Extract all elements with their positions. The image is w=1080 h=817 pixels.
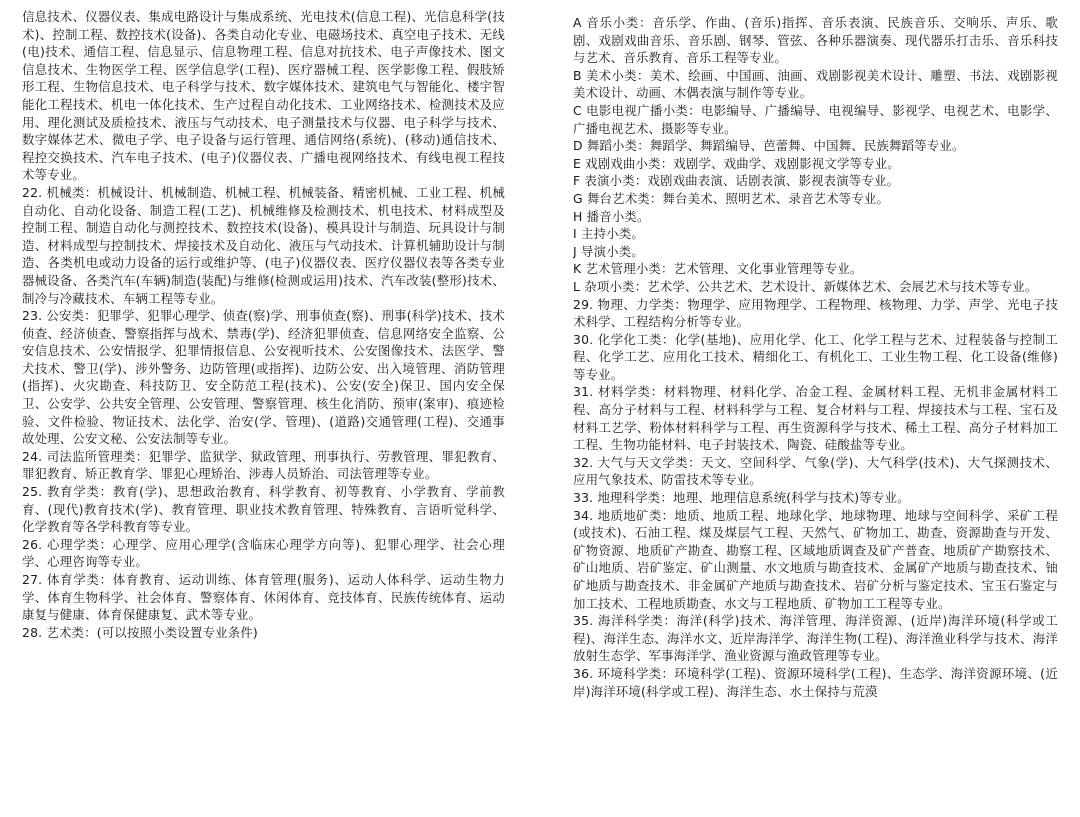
paragraph-l-miscellaneous: L 杂项小类：艺术学、公共艺术、艺术设计、新媒体艺术、会展艺术与技术等专业。: [573, 278, 1038, 294]
paragraph-28-arts: 28. 艺术类：(可以按照小类设置专业条件): [22, 624, 258, 640]
paragraph-36-environment: 36. 环境科学类：环境科学(工程)、资源环境科学(工程)、生态学、海洋资源环境、(近岸)海洋环境(科学或工程)、海洋生态、水土保持与荒漠: [573, 665, 1058, 699]
paragraph-e-drama: E 戏剧戏曲小类：戏剧学、戏曲学、戏剧影视文学等专业。: [573, 155, 900, 171]
paragraph-d-dance: D 舞蹈小类：舞蹈学、舞蹈编导、芭蕾舞、中国舞、民族舞蹈等专业。: [573, 138, 965, 154]
paragraph-30-chemistry: 30. 化学化工类：化学(基地)、应用化学、化工、化学工程与艺术、过程装备与控制工程、化学工艺、应用化工技术、精细化工、有机化工、工业生物工程、化工设备(维修)等专业。: [573, 331, 1058, 382]
paragraph-27-sports: 27. 体育学类：体育教育、运动训练、体育管理(服务)、运动人体科学、运动生物力学、体育生物科学、社会体育、警察体育、休闲体育、竞技体育、民族传统体育、运动康复与健康、体育保健康复、武术等专业。: [22, 572, 505, 623]
paragraph-23-public-security: 23. 公安类：犯罪学、犯罪心理学、侦查(察)学、刑事侦查(察)、刑事(科学)技术、技术侦查、经济侦查、警察指挥与战术、禁毒(学)、经济犯罪侦查、信息网络安全监察、公安信息技术、公安情报学、犯罪情报信息、公安视听技术、公安图像技术、法医学、警犬技术、警卫(学)、涉外警务、边防管理(或指挥)、边防公安、出入境管理、消防管理(指挥)、火灾勘查、科技防卫、安全防范工程(技术)、公安(安全)保卫、国内安全保卫、公安学、公共安全管理、公安管理、警察管理、核生化消防、预审(案审)、痕迹检验、文件检验、物证技术、法化学、治安(学、管理)、(道路)交通管理(工程)、交通事故处理、公安文秘、公安法制等专业。: [22, 308, 505, 447]
paragraph-g-stage-art: G 舞台艺术类：舞台美术、照明艺术、录音艺术等专业。: [573, 190, 890, 206]
paragraph-31-materials: 31. 材料学类：材料物理、材料化学、冶金工程、金属材料工程、无机非金属材料工程、高分子材料与工程、材料科学与工程、复合材料与工程、焊接技术与工程、宝石及材料工艺学、粉体材料科学与工程、再生资源科学与技术、稀土工程、高分子材料加工工程、生物功能材料、电子封装技术、陶瓷、硅酸盐等专业。: [573, 384, 1058, 453]
paragraph-24-judicial: 24. 司法监所管理类：犯罪学、监狱学、狱政管理、刑事执行、劳教管理、罪犯教育、罪犯教育、矫正教育学、罪犯心理矫治、涉毒人员矫治、司法管理等专业。: [22, 448, 505, 482]
paragraph-k-art-management: K 艺术管理小类：艺术管理、文化事业管理等专业。: [573, 261, 863, 277]
right-column: [573, 8, 1058, 817]
paragraph-h-broadcasting: H 播音小类。: [573, 208, 650, 224]
paragraph-34-geology-mining: 34. 地质地矿类：地质、地质工程、地球化学、地球物理、地球与空间科学、采矿工程(或技术)、石油工程、煤及煤层气工程、天然气、矿物加工、勘查、资源勘查与开发、矿物资源、地质矿产勘查、勘察工程、区域地质调查及矿产普查、地质矿产勘察技术、矿山地质、岩矿鉴定、矿山测量、水文地质与勘查技术、金属矿产地质与勘查技术、铀矿地质与勘查技术、非金属矿产地质与勘查技术、岩矿分析与鉴定技术、宝玉石鉴定与加工技术、工程地质勘查、水文与工程地质、矿物加工工程等专业。: [573, 507, 1058, 611]
paragraph-33-geography: 33. 地理科学类：地理、地理信息系统(科学与技术)等专业。: [573, 490, 910, 506]
paragraph-25-education: 25. 教育学类：教育(学)、思想政治教育、科学教育、初等教育、小学教育、学前教育、(现代)教育技术(学)、教育管理、职业技术教育管理、特殊教育、言语听觉科学、化学教育等各学科教育等专业。: [22, 484, 505, 535]
paragraph-32-atmosphere-astronomy: 32. 大气与天文学类：天文、空间科学、气象(学)、大气科学(技术)、大气探测技术、应用气象技术、防雷技术等专业。: [573, 454, 1058, 488]
paragraph-i-hosting: I 主持小类。: [573, 226, 644, 242]
paragraph-22-machinery: 22. 机械类：机械设计、机械制造、机械工程、机械装备、精密机械、工业工程、机械自动化、自动化设备、制造工程(工艺)、机械维修及检测技术、机电技术、材料成型及控制工程、制造自动化与测控技术、数控技术(设备)、模具设计与制造、玩具设计与制造、材料成型与控制技术、焊接技术及自动化、液压与气动技术、计算机辅助设计与制造、各类机电或动力设备的运行或维护等、(电子)仪器仪表、医疗仪器仪表等各类专业器械设备、各类汽车(车辆)制造(装配)与维修(检测或运用)技术、汽车改装(整形)技术、制冷与冷藏技术、车辆工程等专业。: [22, 184, 505, 306]
paragraph-c-film-tv: C 电影电视广播小类：电影编导、广播编导、电视编导、影视学、电视艺术、电影学、广播电视艺术、摄影等专业。: [573, 102, 1058, 136]
paragraph-j-directing: J 导演小类。: [573, 243, 644, 259]
paragraph-f-performance: F 表演小类：戏剧戏曲表演、话剧表演、影视表演等专业。: [573, 173, 900, 189]
left-column: [22, 8, 505, 817]
paragraph-35-ocean: 35. 海洋科学类：海洋(科学)技术、海洋管理、海洋资源、(近岸)海洋环境(科学或工程)、海洋生态、海洋水文、近岸海洋学、海洋生物(工程)、海洋渔业科学与技术、海洋放射生态学、军事海洋学、渔业资源与渔政管理等专业。: [573, 613, 1058, 664]
paragraph-26-psychology: 26. 心理学类：心理学、应用心理学(含临床心理学方向等)、犯罪心理学、社会心理学、心理咨询等专业。: [22, 536, 505, 570]
paragraph-electronics-continued: 信息技术、仪器仪表、集成电路设计与集成系统、光电技术(信息工程)、光信息科学(技术)、控制工程、数控技术(设备)、各类自动化专业、电磁场技术、真空电子技术、无线(电)技术、通信工程、信息显示、信息物理工程、信息对抗技术、电子声像技术、图文信息技术、生物医学工程、医学信息学(工程)、医疗器械工程、医学影像工程、假肢矫形工程、生物信息技术、电子科学与技术、数字媒体技术、建筑电气与智能化、楼宇智能化工程技术、机电一体化技术、生产过程自动化技术、工业网络技术、检测技术及应用、理化测试及质检技术、液压与气动技术、电子测量技术与仪器、电子科学与技术、数字媒体艺术、微电子学、电子设备与运行管理、通信网络(系统)、(移动)通信技术、程控交换技术、汽车电子技术、(电子)仪器仪表、广播电视网络技术、有线电视工程技术等专业。: [22, 9, 505, 183]
paragraph-b-fine-arts: B 美术小类：美术、绘画、中国画、油画、戏剧影视美术设计、雕塑、书法、戏剧影视美术设计、动画、木偶表演与制作等专业。: [573, 67, 1058, 101]
paragraph-a-music: A 音乐小类：音乐学、作曲、(音乐)指挥、音乐表演、民族音乐、交响乐、声乐、歌剧、戏剧戏曲音乐、音乐剧、钢琴、管弦、各种乐器演奏、现代器乐打击乐、音乐科技与艺术、音乐教育、音乐工程等专业。: [573, 15, 1058, 66]
paragraph-29-physics: 29. 物理、力学类：物理学、应用物理学、工程物理、核物理、力学、声学、光电子技术科学、工程结构分析等专业。: [573, 296, 1058, 330]
